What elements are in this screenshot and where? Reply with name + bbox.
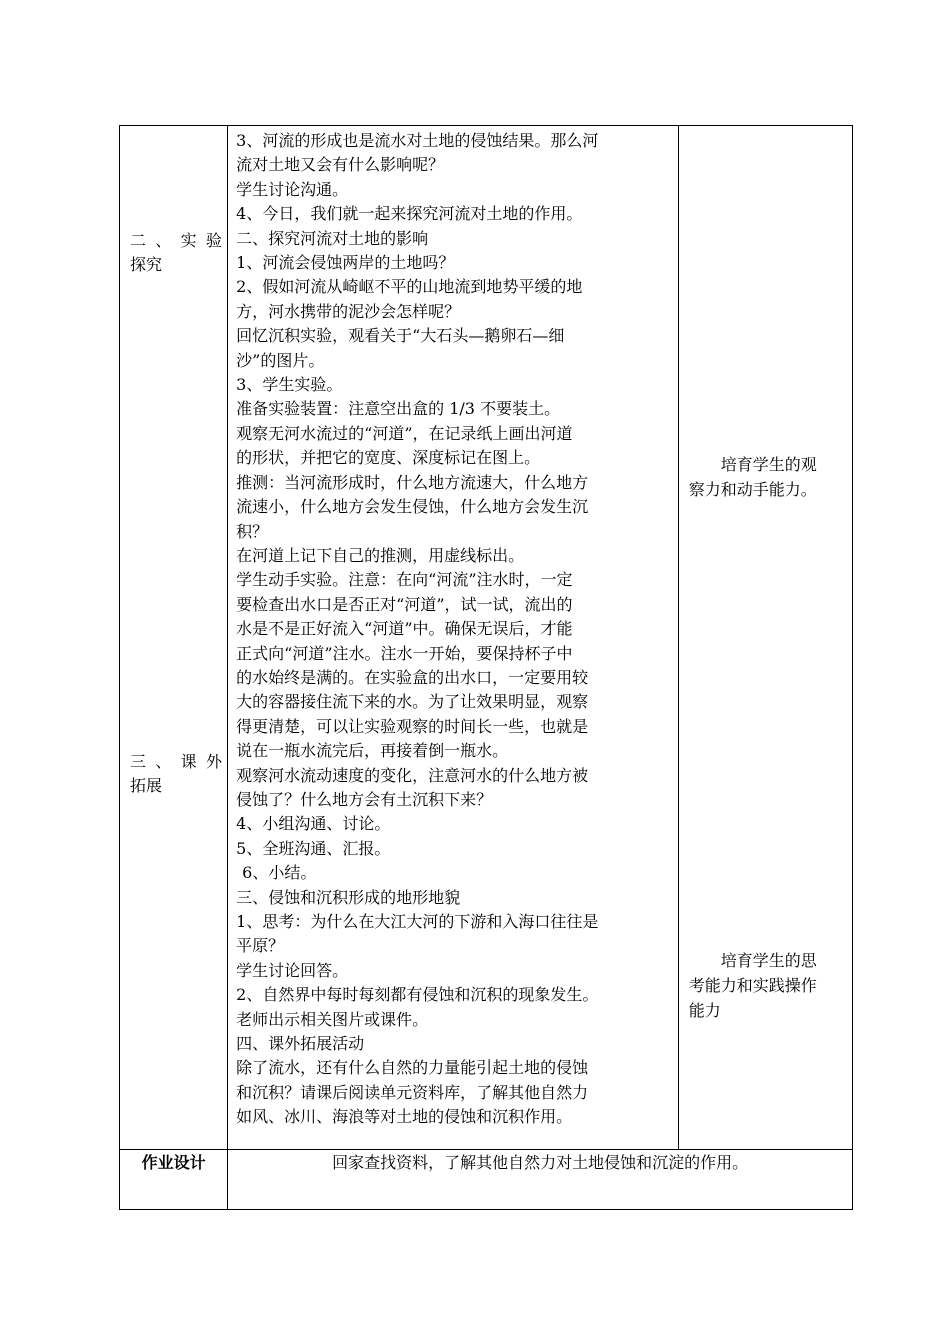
section-column [120, 126, 228, 1150]
content-line: 四、课外拓展活动 [236, 1034, 365, 1054]
content-line: 水是不是正好流入“河道”中。确保无误后，才能 [236, 619, 573, 639]
content-line: 2、假如河流从崎岖不平的山地流到地势平缓的地 [236, 277, 583, 297]
content-line: 1、思考：为什么在大江大河的下游和入海口往往是 [236, 912, 599, 931]
content-line: 和沉积？请课后阅读单元资料库，了解其他自然力 [236, 1082, 589, 1102]
teaching-process-column [228, 126, 679, 1150]
content-line: 3、河流的形成也是流水对土地的侵蚀结果。那么河 [236, 131, 599, 150]
content-line: 学生讨论回答。 [236, 960, 349, 980]
section-label-extension: 三、课外 拓展 [130, 752, 222, 795]
content-line: 沙”的图片。 [236, 350, 325, 370]
content-line: 积？ [236, 521, 269, 541]
lesson-plan-table [119, 125, 853, 1210]
goal-thinking: 培育学生的思 考能力和实践操作 能力 [688, 951, 817, 1020]
content-line: 推测：当河流形成时，什么地方流速大，什么地方 [236, 472, 589, 492]
content-line: 二、探究河流对土地的影响 [236, 228, 429, 248]
content-line: 的水始终是满的。在实验盒的出水口，一定要用较 [236, 667, 589, 687]
content-line: 流速小，什么地方会发生侵蚀，什么地方会发生沉 [236, 497, 589, 517]
section-label-experiment: 二、实验 探究 [130, 231, 222, 274]
content-line: 学生讨论沟通。 [236, 179, 349, 199]
content-line: 4、小组沟通、讨论。 [236, 814, 391, 834]
design-intent-column [678, 126, 852, 1150]
content-line: 观察无河水流过的“河道”，在记录纸上画出河道 [236, 423, 573, 443]
content-line: 的形状，并把它的宽度、深度标记在图上。 [236, 448, 541, 468]
content-line: 6、小结。 [242, 863, 317, 883]
content-line: 准备实验装置：注意空出盒的 1/3 不要装土。 [236, 399, 561, 419]
content-line: 平原？ [236, 936, 285, 956]
goal-observation: 培育学生的观 察力和动手能力。 [688, 455, 817, 499]
content-line: 2、自然界中每时每刻都有侵蚀和沉积的现象发生。 [236, 985, 599, 1005]
content-line: 方，河水携带的泥沙会怎样呢？ [236, 301, 461, 321]
content-line: 老师出示相关图片或课件。 [236, 1009, 429, 1029]
homework-row [120, 1150, 853, 1210]
content-line: 三、侵蚀和沉积形成的地形地貌 [236, 887, 461, 907]
content-line: 得更清楚，可以让实验观察的时间长一些，也就是 [236, 716, 589, 736]
lesson-body-row [120, 126, 853, 1150]
content-line: 回忆沉积实验，观看关于“大石头—鹅卵石—细 [236, 326, 565, 346]
content-line: 在河道上记下自己的推测，用虚线标出。 [236, 545, 525, 565]
homework-title: 作业设计 [120, 1150, 228, 1210]
content-line: 侵蚀了？什么地方会有土沉积下来？ [236, 789, 493, 809]
content-line: 除了流水，还有什么自然的力量能引起土地的侵蚀 [236, 1058, 589, 1078]
content-line: 正式向“河道”注水。注水一开始，要保持杯子中 [236, 643, 573, 663]
content-line: 说在一瓶水流完后，再接着倒一瓶水。 [236, 741, 509, 761]
content-line: 1、河流会侵蚀两岸的土地吗？ [236, 253, 455, 273]
content-line: 3、学生实验。 [236, 375, 343, 395]
content-line: 流对土地又会有什么影响呢？ [236, 155, 445, 175]
content-line: 学生动手实验。注意：在向“河流”注水时，一定 [236, 570, 573, 590]
content-line: 大的容器接住流下来的水。为了让效果明显，观察 [236, 692, 589, 712]
content-line: 5、全班沟通、汇报。 [236, 838, 391, 858]
content-line: 4、今日，我们就一起来探究河流对土地的作用。 [236, 204, 583, 224]
content-line: 要检查出水口是否正对“河道”，试一试，流出的 [236, 594, 573, 614]
homework-text: 回家查找资料，了解其他自然力对土地侵蚀和沉淀的作用。 [228, 1150, 853, 1210]
content-line: 观察河水流动速度的变化，注意河水的什么地方被 [236, 765, 589, 785]
content-line: 如风、冰川、海浪等对土地的侵蚀和沉积作用。 [236, 1107, 573, 1127]
